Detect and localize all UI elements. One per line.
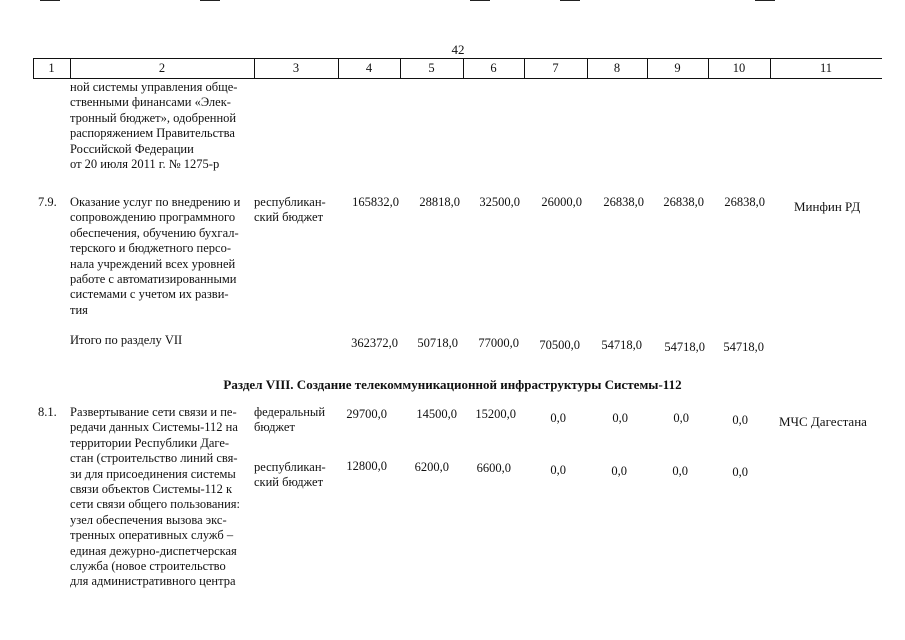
column-header: 9 xyxy=(674,61,681,75)
row-number: 7.9. xyxy=(38,195,57,209)
value-2016: 0,0 xyxy=(550,463,566,477)
value-total: 165832,0 xyxy=(352,195,399,209)
funding-source: республикан- ский бюджет xyxy=(254,195,326,225)
column-header: 3 xyxy=(292,61,300,75)
row-description: Оказание услуг по внедрению и сопровождению программного обеспечения, обучению бухгал- терского и бюджетного персо- нала учреждений всех уровней работе с автоматизированными системами с учетом их разви- тия xyxy=(70,195,241,317)
value-2015: 6600,0 xyxy=(476,461,511,475)
row-number: 8.1. xyxy=(38,405,57,419)
table-header xyxy=(33,58,882,79)
section-title: Раздел VIII. Создание телекоммуникационной инфраструктуры Системы-112 xyxy=(223,377,682,392)
scan-edge-mark xyxy=(200,0,220,3)
column-header: 1 xyxy=(48,61,55,75)
total-value: 54718,0 xyxy=(664,340,705,354)
column-header: 10 xyxy=(732,61,746,75)
value-2019: 0,0 xyxy=(732,413,748,427)
executor: МЧС Дагестана xyxy=(779,414,867,429)
value-2015: 32500,0 xyxy=(479,195,520,209)
value-2019: 0,0 xyxy=(732,465,748,479)
value-2014: 28818,0 xyxy=(419,195,460,209)
scan-edge-mark xyxy=(560,0,580,3)
column-header: 6 xyxy=(490,61,497,75)
value-2016: 26000,0 xyxy=(541,195,582,209)
page-number: 42 xyxy=(451,42,465,57)
funding-source-federal: федеральный бюджет xyxy=(254,405,326,435)
total-value: 50718,0 xyxy=(417,336,458,350)
value-2015: 15200,0 xyxy=(475,407,516,421)
total-value: 54718,0 xyxy=(601,338,642,352)
funding-source-republic: республикан- ский бюджет xyxy=(254,460,326,490)
column-header: 11 xyxy=(819,61,833,75)
scan-edge-mark xyxy=(40,0,60,3)
value-2018: 0,0 xyxy=(672,464,688,478)
column-header: 2 xyxy=(158,61,166,75)
value-2017: 26838,0 xyxy=(603,195,644,209)
value-total: 12800,0 xyxy=(346,459,387,473)
total-value: 362372,0 xyxy=(351,336,398,350)
column-header: 4 xyxy=(365,61,373,75)
value-2014: 6200,0 xyxy=(414,460,449,474)
executor: Минфин РД xyxy=(794,199,861,214)
total-value: 54718,0 xyxy=(723,340,764,354)
value-2018: 26838,0 xyxy=(663,195,704,209)
value-2016: 0,0 xyxy=(550,411,566,425)
value-total: 29700,0 xyxy=(346,407,387,421)
value-2017: 0,0 xyxy=(612,411,628,425)
total-value: 70500,0 xyxy=(539,338,580,352)
value-2017: 0,0 xyxy=(611,464,627,478)
value-2018: 0,0 xyxy=(673,411,689,425)
row-description: Развертывание сети связи и пе- редачи данных Системы-112 на территории Республики Даге- стан (строительство линий свя- зи для присоединения системы связи объектов Системы-112 к сети связи общего пользования: узел обеспечения вызова экс- тренных оперативных служб – единая дежурно-диспетчерская служба (новое строительство для административного центра xyxy=(70,405,241,589)
scan-edge-mark xyxy=(755,0,775,3)
scan-edge-mark xyxy=(470,0,490,3)
value-2014: 14500,0 xyxy=(416,407,457,421)
column-header: 5 xyxy=(428,61,435,75)
section-total-label: Итого по разделу VII xyxy=(70,333,183,347)
total-value: 77000,0 xyxy=(478,336,519,350)
column-header: 8 xyxy=(613,61,621,75)
row-continuation-description: ной системы управления обще- ственными финансами «Элек- тронный бюджет», одобренной распоряжением Правительства Российской Федерации от 20 июля 2011 г. № 1275-р xyxy=(70,80,238,172)
column-header: 7 xyxy=(552,61,559,75)
value-2019: 26838,0 xyxy=(724,195,765,209)
